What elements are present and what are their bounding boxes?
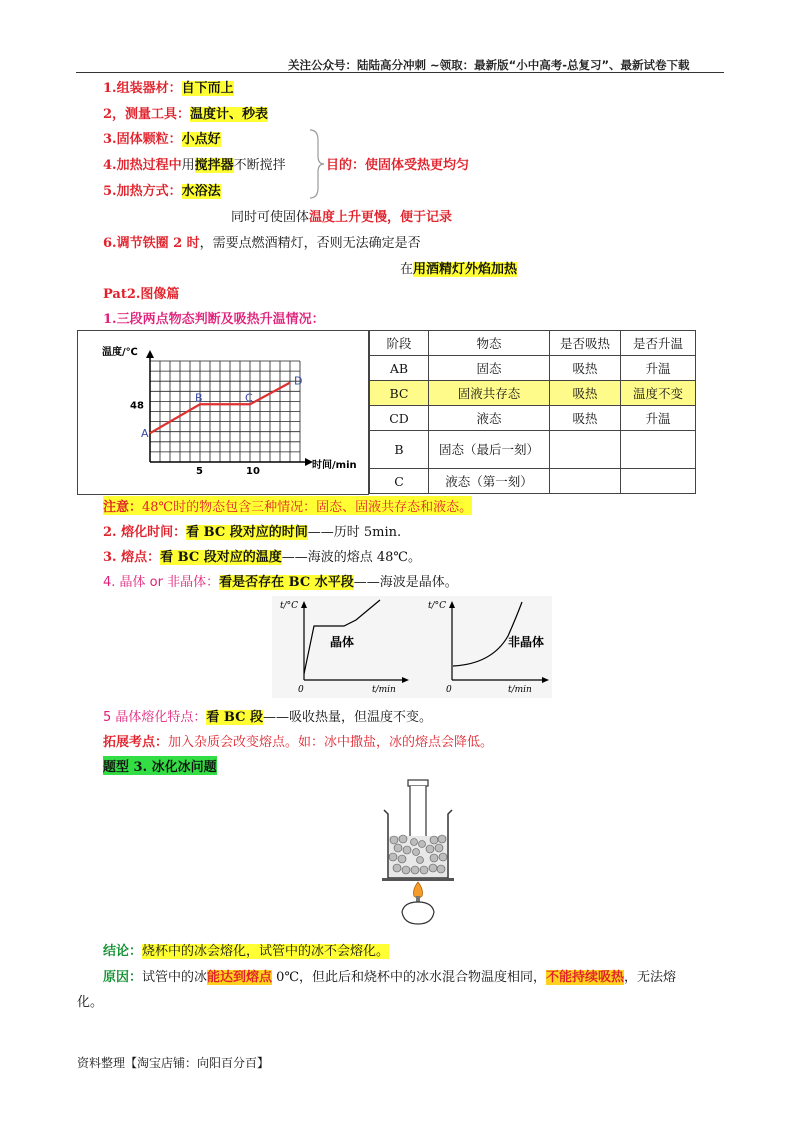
item6-line2-hl: 用酒精灯外焰加热 [413, 262, 518, 277]
ext-label: 拓展考点： [103, 735, 169, 750]
item6-label: 6.调节铁圈 2 时 [103, 236, 200, 251]
also-line [231, 206, 452, 225]
crystal-graphs [272, 596, 552, 698]
cell: 温度不变 [621, 381, 696, 406]
amorphous-zero: 0 [446, 685, 452, 695]
cell: B [370, 431, 429, 469]
cell: 升温 [621, 356, 696, 381]
cell: 升温 [621, 406, 696, 431]
th-state: 物态 [429, 331, 550, 356]
conclusion-label: 结论： [103, 944, 143, 959]
table-row [370, 431, 696, 469]
list-item-6-line2 [400, 258, 517, 277]
point-label-B: B [195, 391, 203, 405]
amorphous-axis-t: t/°C [428, 601, 447, 611]
p2-hl: 看 BC 段对应的时间 [186, 525, 308, 540]
cell: 液态（第一刻） [429, 469, 550, 494]
y-axis-label: 温度/℃ [102, 347, 138, 358]
reason-pre: 试管中的冰 [142, 970, 208, 985]
list-item-5 [103, 180, 221, 199]
list-item-2 [103, 103, 268, 122]
cell: CD [370, 406, 429, 431]
cell: 固液共存态 [429, 381, 550, 406]
y-axis-arrow [146, 350, 154, 358]
crystal-axis-t: t/°C [280, 601, 299, 611]
cell: C [370, 469, 429, 494]
flame-icon [414, 882, 423, 898]
p4-label: 4. 晶体 or 非晶体： [103, 575, 220, 590]
item5-value: 水浴法 [181, 184, 221, 199]
page-header: 关注公众号：陆陆高分冲刺 ~领取：最新版“小中高考-总复习”、最新试卷下载 [288, 58, 690, 72]
cell [621, 469, 696, 494]
list-item-1 [103, 77, 234, 96]
amorphous-label: 非晶体 [508, 635, 545, 649]
amorphous-axis-time: t/min [508, 685, 532, 695]
p3-hl: 看 BC 段对应的温度 [160, 550, 282, 565]
reason-post: ，无法熔 [624, 970, 677, 985]
p5-label: 5 晶体熔化特点： [103, 710, 207, 725]
conclusion-line [103, 940, 389, 959]
crystal-zero: 0 [298, 685, 304, 695]
th-stage: 阶段 [370, 331, 429, 356]
table-header-row [370, 331, 696, 356]
cell: 固态（最后一刻） [429, 431, 550, 469]
conclusion-text: 烧杯中的冰会熔化，试管中的冰不会熔化。 [142, 944, 390, 959]
item1-value: 自下而上 [181, 81, 234, 96]
p5-hl: 看 BC 段 [206, 710, 264, 725]
extension-line [103, 731, 493, 750]
cell [621, 431, 696, 469]
also-red: 温度上升更慢，便于记录 [309, 210, 453, 225]
point-label-D: D [294, 374, 303, 388]
y-tick-label: 48 [130, 400, 144, 412]
point-2 [103, 521, 401, 540]
p4-hl: 看是否存在 BC 水平段 [219, 575, 354, 590]
list-item-3 [103, 128, 221, 147]
note-label: 注意： [103, 500, 143, 515]
crystal-axis-time: t/min [372, 685, 396, 695]
list-item-4 [103, 154, 286, 173]
alcohol-lamp [402, 902, 434, 924]
point-label-A: A [141, 427, 149, 441]
brace-icon [308, 128, 326, 200]
purpose-text: 目的：使固体受热更均匀 [326, 158, 470, 173]
type3-title: 题型 3. 冰化冰问题 [103, 756, 217, 775]
item4-post: 不断搅拌 [233, 158, 286, 173]
p2-rest: ——历时 5min. [307, 525, 402, 540]
chart-grid [150, 361, 303, 462]
th-absorb: 是否吸热 [550, 331, 621, 356]
table-row [370, 356, 696, 381]
p2-label: 2. 熔化时间： [103, 525, 187, 540]
cell: 吸热 [550, 356, 621, 381]
list-item-6 [103, 232, 421, 251]
item4-mid: 用 [181, 158, 195, 173]
reason-line [103, 966, 676, 985]
item1-label: 1.组装器材： [103, 81, 182, 96]
cell: BC [370, 381, 429, 406]
point-label-C: C [245, 391, 253, 405]
cell: AB [370, 356, 429, 381]
item3-value: 小点好 [181, 132, 221, 147]
note-line [103, 496, 472, 515]
item2-value: 温度计、秒表 [190, 107, 269, 122]
cell: 液态 [429, 406, 550, 431]
point-3 [103, 546, 421, 565]
melting-chart [78, 331, 368, 494]
point-5 [103, 706, 432, 725]
p5-rest: ——吸收热量，但温度不变。 [263, 710, 433, 725]
reason-label: 原因： [103, 970, 143, 985]
cell: 吸热 [550, 406, 621, 431]
table-row [370, 406, 696, 431]
header-rule [76, 72, 724, 73]
item6-text: ，需要点燃酒精灯，否则无法确定是否 [199, 236, 421, 251]
item6-line2-pre: 在 [400, 262, 414, 277]
point-4 [103, 571, 458, 590]
reason-mid: 0℃，但此后和烧杯中的冰水混合物温度相同， [272, 970, 546, 985]
table-row [370, 469, 696, 494]
part2-subtitle: 1.三段两点物态判断及吸热升温情况： [103, 312, 325, 327]
item4-hl: 搅拌器 [194, 158, 234, 173]
reason-line-2: 化。 [77, 995, 104, 1010]
cell: 固态 [429, 356, 550, 381]
p3-label: 3. 熔点： [103, 550, 161, 565]
item5-label: 5.加热方式： [103, 184, 182, 199]
p4-rest: ——海波是晶体。 [353, 575, 458, 590]
reason-hl1: 能达到熔点 [207, 970, 273, 985]
also-pre: 同时可使固体 [231, 210, 310, 225]
cell [550, 431, 621, 469]
note-text: 48℃时的物态包含三种情况：固态、固液共存态和液态。 [142, 500, 473, 515]
page-footer: 资料整理【淘宝店铺：向阳百分百】 [77, 1056, 270, 1070]
table-row [370, 381, 696, 406]
item4-pre: 4.加热过程中 [103, 158, 182, 173]
cell: 吸热 [550, 381, 621, 406]
reason-hl2: 不能持续吸热 [546, 970, 625, 985]
ext-text: 加入杂质会改变熔点。如：冰中撒盐，冰的熔点会降低。 [168, 735, 494, 750]
item2-label: 2，测量工具： [103, 107, 191, 122]
cell [550, 469, 621, 494]
x-tick-label: 10 [246, 466, 260, 477]
p3-rest: ——海波的熔点 48℃。 [281, 550, 421, 565]
x-tick-label: 5 [196, 466, 203, 477]
beaker-illustration [378, 778, 458, 930]
x-axis-label: 时间/min [312, 460, 357, 471]
crystal-label: 晶体 [330, 635, 355, 649]
th-rise: 是否升温 [621, 331, 696, 356]
state-table [369, 330, 696, 494]
part2-title: Pat2.图像篇 [103, 287, 180, 302]
item3-label: 3.固体颗粒： [103, 132, 182, 147]
